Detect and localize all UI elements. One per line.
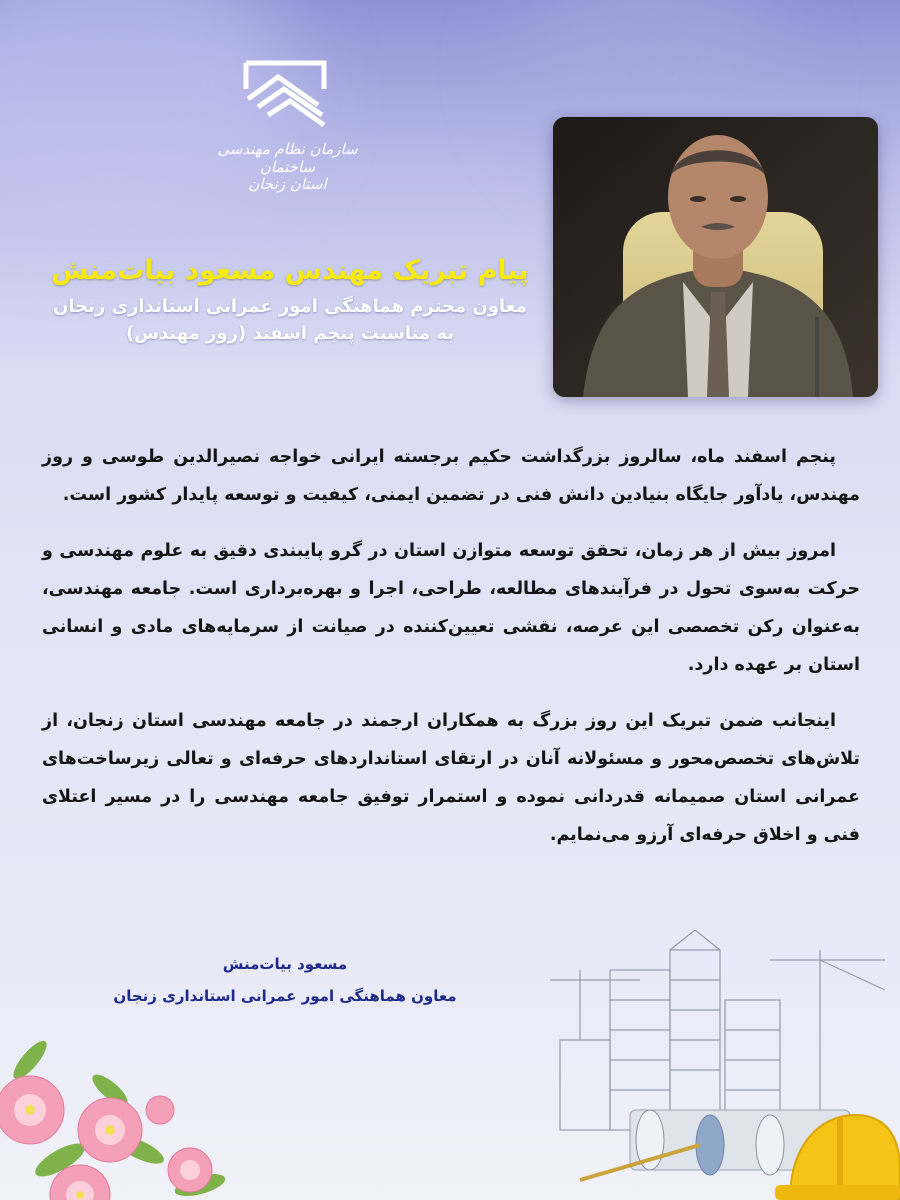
- main-title: پیام تبریک مهندس مسعود بیات‌منش: [51, 255, 529, 286]
- paragraph: امروز بیش از هر زمان، تحقق توسعه متوازن استان در گرو پایبندی دقیق به علوم مهندسی و حرکت به‌سوی تحول در فرآیندهای مطالعه، طراحی، اجرا و بهره‌برداری است. جامعه مهندسی، به‌عنوان رکن تخصصی این عرصه، نقشی تعیین‌کننده در صیانت از سرمایه‌های مادی و انسانی استان بر عهده دارد.: [42, 541, 860, 675]
- signature-block: [95, 955, 475, 1005]
- title-block: [30, 255, 550, 344]
- occasion: به مناسبت پنجم اسفند (روز مهندس): [125, 323, 455, 344]
- organization-province: استان زنجان: [248, 175, 327, 193]
- signer-role: معاون هماهنگی امور عمرانی استانداری زنجان: [113, 987, 457, 1005]
- message-body: [42, 438, 860, 872]
- signer-name: مسعود بیات‌منش: [222, 955, 348, 973]
- construction-sketch-decoration: [540, 930, 900, 1200]
- organization-name: سازمان نظام مهندسی ساختمان: [217, 140, 358, 176]
- paragraph: اینجانب ضمن تبریک این روز بزرگ به همکاران ارجمند در جامعه مهندسی استان زنجان، از تلاش‌های تخصص‌محور و مسئولانه آنان در ارتقای استانداردهای حرفه‌ای و تعالی زیرساخت‌های عمرانی استان صمیمانه قدردانی نموده و استمرار توفیق جامعه مهندسی را در مسیر اعتلای فنی و اخلاق حرفه‌ای آرزو می‌نمایم.: [42, 711, 860, 845]
- organization-logo: [200, 55, 375, 215]
- paragraph: پنجم اسفند ماه، سالروز بزرگداشت حکیم برجسته ایرانی خواجه نصیرالدین طوسی و روز مهندس، یادآور جایگاه بنیادین دانش فنی در تضمین ایمنی، کیفیت و توسعه پایدار کشور است.: [42, 447, 860, 505]
- flowers-decoration: [0, 1000, 300, 1200]
- portrait-photo: [553, 117, 878, 397]
- house-logo-icon: [240, 55, 330, 135]
- subtitle: معاون محترم هماهنگی امور عمرانی استانداری زنجان: [53, 296, 527, 317]
